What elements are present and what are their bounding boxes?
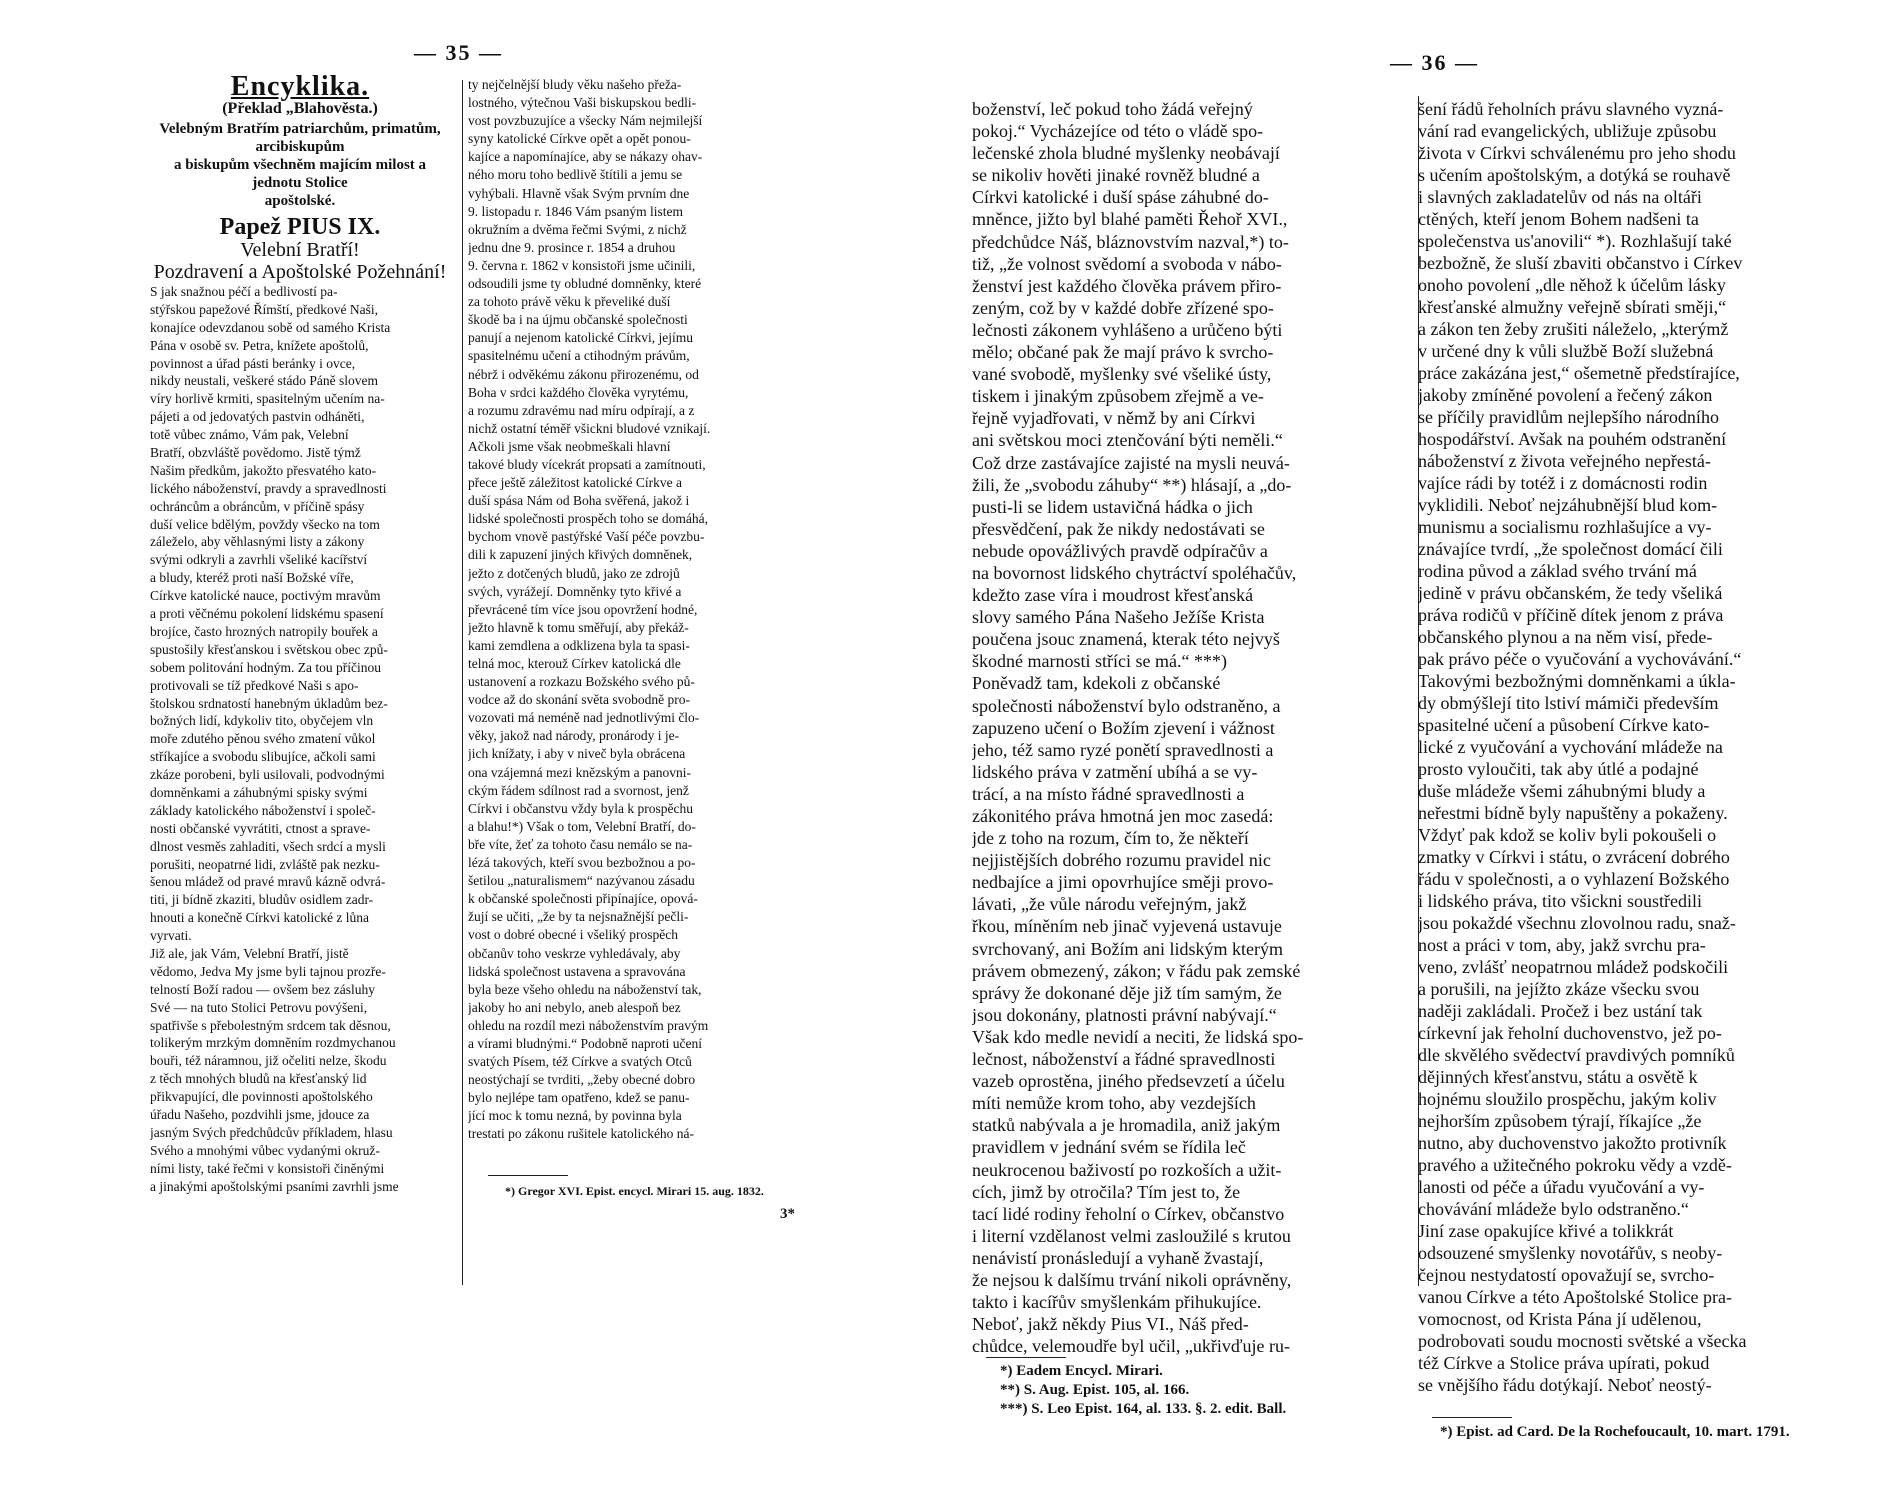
- text-line: poučena jsouc znamená, kterak této nejvyš: [972, 629, 1280, 650]
- text-line: jsou pokaždé všechnu zlovolnou radu, snaž-: [1418, 913, 1736, 933]
- text-line: kami zemdlena a odklizena byla ta spasi-: [468, 637, 690, 653]
- text-line: s učením apoštolským, a dotýká se rouhavě: [1418, 165, 1731, 185]
- text-line: nichž ostatní téměř všickni bludové vznikají.: [468, 420, 711, 436]
- text-line: lézá takových, kteří svou bezbožnou a po-: [468, 855, 696, 871]
- text-line: vodce až do skonání světa svobodně pro-: [468, 692, 690, 708]
- text-line: duší velice bdělým, povždy všecko na tom: [150, 516, 380, 532]
- text-line: vost o dobré obecné i všeliký prospěch: [468, 927, 678, 943]
- text-line: trácí, a na místo řádné spravedlnosti a: [972, 783, 1245, 804]
- text-line: slovy samého Pána Našeho Ježíše Krista: [972, 607, 1265, 628]
- sheet-signature: 3*: [780, 1206, 795, 1222]
- text-line: jde z toho na rozum, čím to, že někteří: [972, 828, 1249, 849]
- text-line: správy že dokonané děje již tím samým, že: [972, 982, 1282, 1003]
- text-line: jící moc k tomu nezná, by povinna byla: [468, 1108, 682, 1124]
- text-line: a blahu!*) Však o tom, Velební Bratří, do-: [468, 818, 696, 834]
- text-line: duší spása Nám od Boha svěřená, jakož i: [468, 493, 690, 509]
- text-line: nenávistí pronásledují a vyhaně žvastají,: [972, 1247, 1264, 1268]
- text-line: pusti-li se lidem ustavičná hádka o jich: [972, 496, 1253, 517]
- text-line: 9. června r. 1862 v konsistoři jsme učinili,: [468, 257, 696, 273]
- text-line: záleželo, aby věhlasnými listy a zákony: [150, 534, 365, 550]
- text-line: občanského plynou a na něm visí, přede-: [1418, 627, 1713, 647]
- text-line: ními listy, také řečmi v konsistoři činěnými: [150, 1160, 385, 1176]
- text-line: okružním a dvěma řečmi Svými, z nichž: [468, 221, 687, 237]
- text-line: i slavných zakladatelův od nás na oltáři: [1418, 187, 1702, 207]
- text-line: rodina původ a základ svého trvání má: [1418, 561, 1697, 581]
- text-line: totě vůbec známo, Vám pak, Velební: [150, 427, 349, 443]
- text-line: svrchovaný, ani Božím ani lidským kterým: [972, 938, 1283, 959]
- text-line: porušiti, neopatrné lidi, zvláště pak nezku-: [150, 856, 380, 872]
- text-line: spasitelné učení a působení Církve kato-: [1418, 715, 1710, 735]
- text-line: pájeti a od jedovatých pastvin odháněti,: [150, 409, 365, 425]
- footnote-rule: [1432, 1417, 1512, 1418]
- text-line: jich knížaty, i aby v niveč byla obrácena: [468, 746, 686, 762]
- text-line: brojíce, často hrozných natropily bouřek a: [150, 623, 378, 639]
- text-line: moře zdutého pěnou svého zmatení vůkol: [150, 731, 376, 747]
- text-line: statků nabývala a je hromadila, aniž jakým: [972, 1115, 1281, 1136]
- text-line: ochráncům a obráncům, v příčině spásy: [150, 498, 365, 514]
- text-line: právem obmezený, zákon; v řádu pak zemské: [972, 960, 1301, 981]
- text-line: práce zakázána jest,“ ošemetně předstírajíce,: [1418, 363, 1740, 383]
- page-number-left: — 35 —: [414, 40, 503, 65]
- column-2: [468, 76, 768, 1144]
- text-line: panují a nejenom katolické Církvi, jejímu: [468, 330, 693, 346]
- text-line: vyrvati.: [150, 928, 192, 944]
- text-line: se příčily pravidlům nejlepšího národního: [1418, 407, 1719, 427]
- text-line: žují se učiti, „že by ta nejsnažnější pečli-: [468, 909, 689, 925]
- text-line: lického náboženství, pravdy a spravedlnosti: [150, 480, 387, 496]
- text-line: se vnějšího řádu dotýkají. Neboť neostý-: [1418, 1375, 1712, 1395]
- text-line: Neboť, jakž někdy Pius VI., Náš před-: [972, 1314, 1249, 1335]
- text-line: za tohoto právě věku k převeliké duší: [468, 294, 671, 310]
- text-line: nosti občanské vyvrátiti, ctnost a sprave-: [150, 820, 371, 836]
- text-line: titi, ji bídně zkaziti, bludův osidlem zadr-: [150, 892, 374, 908]
- column-4-body: [1418, 98, 1838, 1396]
- text-line: lečenské zhola bludné myšlenky neobávají: [972, 143, 1280, 164]
- text-line: bouři, též náramnou, již očeliti nelze, škodu: [150, 1053, 387, 1069]
- text-line: a proti věčnému pokolení lidskému spasení: [150, 606, 384, 622]
- text-line: a rozumu zdravému nad míru odpírají, a z: [468, 402, 695, 418]
- text-line: se nikoliv hověti jinaké rovněž bludné a: [972, 165, 1260, 186]
- text-line: Však kdo medle nevidí a neciti, že lidská spo-: [972, 1026, 1304, 1047]
- text-line: ckým řádem sdílnost rad a svornost, jenž: [468, 782, 689, 798]
- text-line: Již ale, jak Vám, Velební Bratří, jistě: [150, 945, 349, 961]
- text-line: chůdce, velemoudře byl učil, „ukřivďuje ru-: [972, 1336, 1291, 1357]
- text-line: takto i kacířův smyšlenkám přihukujíce.: [972, 1292, 1262, 1313]
- text-line: ného moru toho bedlivě štítili a jemu se: [468, 167, 683, 183]
- text-line: odsouzené smyšlenky novotářův, s neoby-: [1418, 1243, 1723, 1263]
- text-line: církevní jak řeholní duchovenstvo, jež po-: [1418, 1023, 1722, 1043]
- text-line: neřestmi bídně byly napuštěny a pokaženy.: [1418, 803, 1728, 823]
- text-line: lečnosti zákonem vyhlášeno a urůčeno býti: [972, 319, 1283, 340]
- footnote: **) S. Aug. Epist. 105, al. 166.: [1000, 1382, 1190, 1398]
- text-line: a bludy, kteréž proti naší Božské víře,: [150, 570, 354, 586]
- text-line: hospodářství. Avšak na pouhém odstranění: [1418, 429, 1727, 449]
- text-line: nejhorším způsobem týrají, říkajíce „že: [1418, 1111, 1702, 1131]
- text-line: též Církve a Stolice práva upírati, pokud: [1418, 1353, 1710, 1373]
- text-line: dle skvělého svědectví pravdivých pomníků: [1418, 1045, 1735, 1065]
- text-line: dlnost vesměs zahladiti, všech srdcí a mysli: [150, 838, 386, 854]
- text-line: v určené dny k vůli službě Boží služebná: [1418, 341, 1714, 361]
- text-line: bychom vnově pastýřské Vaší péče povzbu-: [468, 529, 705, 545]
- text-line: Což drze zastávajíce zajisté na mysli neuvá-: [972, 452, 1290, 473]
- text-line: jednu dne 9. prosince r. 1854 a druhou: [468, 239, 676, 255]
- text-line: čejnou nestydatostí opovažují se, svrcho-: [1418, 1265, 1715, 1285]
- text-line: žili, že „svobodu záhuby“ **) hlásají, a „do-: [972, 474, 1292, 495]
- text-line: vanou Církve a této Apoštolské Stolice pra-: [1418, 1287, 1732, 1307]
- greeting-blessing: Pozdravení a Apoštolské Požehnání!: [153, 260, 447, 283]
- dedication: [150, 120, 450, 210]
- text-line: škodné marnosti stříci se má.“ ***): [972, 651, 1227, 672]
- text-line: vozovati má neméně nad jednotlivými člo-: [468, 710, 700, 726]
- text-line: kajíce a napomínajíce, aby se nákazy ohav-: [468, 149, 703, 165]
- text-line: Církvi katolické i duší spáse záhubné do-: [972, 187, 1269, 208]
- text-line: lidského práva v zatmění ubíhá a se vy-: [972, 761, 1258, 782]
- text-line: spustošily křesťanskou i světskou obec způ-: [150, 641, 388, 657]
- text-line: dy obmýšlejí tito lstiví mámiči především: [1418, 693, 1719, 713]
- column-3-body: [972, 98, 1392, 1357]
- text-line: pravého a užitečného pokroku vědy a vzdě-: [1418, 1155, 1732, 1175]
- text-line: pokoj.“ Vycházejíce od této o vládě spo-: [972, 121, 1264, 142]
- text-line: řkou, míněním neb jinač vyjevená ustavuje: [972, 916, 1282, 937]
- encyclical-title: Encyklika.: [230, 71, 370, 102]
- text-line: převrácené tím více jsou opovržení hodné,: [468, 601, 698, 617]
- footnote-rule: [488, 1175, 568, 1176]
- text-line: přece ještě záležitost katolické Církve a: [468, 475, 683, 491]
- pope-name: Papež PIUS IX.: [219, 214, 381, 241]
- text-line: nebude opovážlivých pravdě odpíračův a: [972, 540, 1268, 561]
- text-line: a porušili, na jejížto zkáze všecku svou: [1418, 979, 1700, 999]
- text-line: řejně vyjadřovati, v němž by ani Církvi: [972, 408, 1256, 429]
- text-line: ježto hlavně k tomu směřují, aby překáž-: [468, 619, 689, 635]
- text-line: spatřivše s přebolestným srdcem tak děsnou,: [150, 1017, 391, 1033]
- text-line: stýřskou papežové Římští, předkové Naši,: [150, 301, 378, 317]
- text-line: hojnému sloužilo prospěchu, jakým koliv: [1418, 1089, 1717, 1109]
- text-line: víry horlivě krmiti, spasitelným učením na-: [150, 391, 385, 407]
- footnote: *) Gregor XVI. Epist. encycl. Mirari 15. aug. 1832.: [505, 1184, 764, 1198]
- text-line: lické z vyučování a vychování mládeže na: [1418, 737, 1723, 757]
- text-line: bylo nejlépe tam opatřeno, kdež se panu-: [468, 1090, 690, 1106]
- text-line: na bovornost lidského chytráctví spoléhačův,: [972, 562, 1297, 583]
- text-line: nutno, aby duchovenstvo jakožto protivník: [1418, 1133, 1727, 1153]
- text-line: Poněvadž tam, kdekoli z občanské: [972, 673, 1221, 694]
- text-line: společnosti náboženství bylo odstraněno, a: [972, 695, 1281, 716]
- text-line: předchůdce Náš, bláznovstvím nazval,*) to-: [972, 231, 1289, 252]
- text-line: Našim předkům, jakožto přesvatého kato-: [150, 462, 377, 478]
- text-line: z těch mnohých bludů na křesťanský lid: [150, 1071, 367, 1087]
- text-line: vazeb oprostěna, jiného předsevzetí a účelu: [972, 1071, 1285, 1092]
- column-4: [1418, 98, 1838, 1396]
- text-line: míti nemůže krom toho, aby vezdejších: [972, 1093, 1256, 1114]
- text-line: jedině v právu občanském, že tedy všeliká: [1418, 583, 1723, 603]
- text-line: cích, jimž by otročila? Tím jest to, že: [972, 1181, 1241, 1202]
- text-line: Pána v osobě sv. Petra, knížete apoštolů,: [150, 337, 369, 353]
- text-line: munismu a socialismu rozhlašujíce a vy-: [1418, 517, 1712, 537]
- text-line: pak právo péče o vyučování a vychovávání.“: [1418, 649, 1742, 669]
- column-3: [972, 98, 1392, 1357]
- text-line: řádu v společnosti, a o vyhlazení Božského: [1418, 869, 1730, 889]
- text-line: vyklidili. Neboť nejzáhubnější blud kom-: [1418, 495, 1718, 515]
- text-line: zmatky v Církvi i státu, o zvrácení dobrého: [1418, 847, 1730, 867]
- text-line: štolskou srdnatostí hanebným úkladům bez-: [150, 695, 388, 711]
- dedication-line: Velebným Bratřím patriarchům, primatům, arcibiskupům: [159, 121, 441, 156]
- text-line: podrobovati soudu mocnosti světské a všecka: [1418, 1331, 1747, 1351]
- text-line: škodě ba i na újmu občanské společnosti: [468, 312, 688, 328]
- text-line: Církvi i občanstvu vždy byla k prospěchu: [468, 800, 693, 816]
- text-line: Boha v srdci každého člověka vyrytému,: [468, 384, 689, 400]
- text-line: lidská společnost ustavena a spravována: [468, 963, 686, 979]
- text-line: neukrocenou baživostí po rozkoších a užit-: [972, 1159, 1282, 1180]
- text-line: sobem politování hodným. Za tou příčinou: [150, 659, 381, 675]
- text-line: telností Boží radou — ovšem bez zásluhy: [150, 981, 375, 997]
- text-line: a vírami bludnými.“ Podobně naproti učení: [468, 1035, 702, 1051]
- text-line: nikdy neustali, veškeré stádo Páně slovem: [150, 373, 378, 389]
- text-line: věky, jakož nad národy, pronárody i je-: [468, 728, 680, 744]
- encyclical-subtitle: (Překlad „Blahověsta.): [222, 100, 378, 118]
- text-line: znávajíce tvrdí, „že společnost domácí čili: [1418, 539, 1723, 559]
- text-line: občanův toho veskrze vyhledávaly, aby: [468, 945, 681, 961]
- column-divider: [462, 80, 463, 1285]
- text-line: takové bludy vícekrát propsati a zamítnouti,: [468, 456, 706, 472]
- text-line: vomocnost, od Krista Pána jí udělenou,: [1418, 1309, 1702, 1329]
- text-line: svých, vyrážejí. Domněnky tyto křivé a: [468, 583, 682, 599]
- dedication-line: apoštolské.: [264, 193, 336, 210]
- text-line: nébrž i odvěkému zákonu přirozenému, od: [468, 366, 699, 382]
- text-line: ani světskou moci ztenčování býti neměli.“: [972, 430, 1283, 451]
- text-line: úřadu Našeho, pozdvihli jsme, jdouce za: [150, 1106, 370, 1122]
- footnote: *) Epist. ad Card. De la Rochefoucault, 10. mart. 1791.: [1440, 1424, 1790, 1440]
- text-line: jeho, též samo ryzé ponětí spravedlnosti a: [972, 739, 1274, 760]
- footnote-rule: [986, 1357, 1066, 1358]
- text-line: Vždyť pak kdož se koliv byli pokoušeli o: [1418, 825, 1717, 845]
- text-line: lostného, výtečnou Vaši biskupskou bedli-: [468, 95, 697, 111]
- text-line: dějinných křesťanstvu, státu a osvětě k: [1418, 1067, 1698, 1087]
- text-line: ona vzájemná mezi knězským a panovni-: [468, 764, 692, 780]
- text-line: Svého a mnohými vůbec vydanými okruž-: [150, 1142, 380, 1158]
- text-line: byla beze všeho ohledu na náboženství tak,: [468, 981, 702, 997]
- text-line: Své — na tuto Stolici Petrovu povýšeni,: [150, 999, 368, 1015]
- text-line: duše mládeže všemi záhubnými bludy a: [1418, 781, 1706, 801]
- text-line: vědomo, Jedva My jsme byli tajnou prozře-: [150, 963, 386, 979]
- text-line: šení řádů řeholních právu slavného vyzná-: [1418, 99, 1724, 119]
- text-line: prosto vyloučiti, tak aby útlé a podajné: [1418, 759, 1699, 779]
- text-line: nedbajíce a jimi opovrhujíce směji provo-: [972, 872, 1274, 893]
- text-line: Takovými bezbožnými domněnkami a úkla-: [1418, 671, 1736, 691]
- text-line: ženství jest každého člověka právem přiro-: [972, 275, 1282, 296]
- text-line: povinnost a úřad pásti beránky i ovce,: [150, 355, 356, 371]
- text-line: šetilou „naturalismem“ nazývanou zásadu: [468, 873, 695, 889]
- text-line: života v Církvi schválenému pro jeho shodu: [1418, 143, 1736, 163]
- text-line: dili k zapuzení jiných křivých domněnek,: [468, 547, 693, 563]
- text-line: přesvědčení, pak že nikdy nedostávati se: [972, 518, 1265, 539]
- text-line: vané svobodě, myšlenky své všeliké ústy,: [972, 364, 1272, 385]
- text-line: vost povzbuzujíce a všecky Nám nejmilejší: [468, 113, 703, 129]
- text-line: Ačkoli jsme však neobmeškali hlavní: [468, 438, 671, 454]
- text-line: odsoudili jsme ty obludné domněnky, které: [468, 276, 702, 292]
- text-line: jsou dokonány, platnosti právní nabývají.“: [972, 1004, 1277, 1025]
- text-line: domněnkami a záhubnými spisky svými: [150, 784, 368, 800]
- text-line: protivovali se tíž předkové Naši s apo-: [150, 677, 359, 693]
- column-1: [150, 71, 450, 1195]
- text-line: ohledu na rozdíl mezi náboženstvím pravým: [468, 1017, 709, 1033]
- text-line: mělo; občané pak že mají právo k svrcho-: [972, 342, 1274, 363]
- text-line: a jinakými apoštolskými psaními zavrhli jsme: [150, 1178, 399, 1194]
- text-line: 9. listopadu r. 1846 Vám psaným listem: [468, 203, 683, 219]
- text-line: trestati po zákonu rušitele katolického ná-: [468, 1126, 695, 1142]
- column-2-body: [468, 76, 768, 1144]
- text-line: jasným Svých předchůdcův příkladem, hlasu: [150, 1124, 393, 1140]
- text-line: i literní vzdělanost velmi zasloužilé s krutou: [972, 1225, 1291, 1246]
- text-line: zeným, což by v každé dobře zřízené spo-: [972, 297, 1274, 318]
- text-line: vyhýbali. Hlavně však Svým prvním dne: [468, 185, 690, 201]
- text-line: zákonitého práva hmotná jen moc zasedá:: [972, 806, 1274, 826]
- text-line: Jiní zase opakujíce křivé a tolikkrát: [1418, 1221, 1674, 1241]
- text-line: ježto z dotčených bludů, jako ze zdrojů: [468, 565, 680, 581]
- text-line: k občanské společnosti připínajíce, opová-: [468, 891, 698, 907]
- text-line: zkáze porobeni, byli usilovali, podvodnými: [150, 767, 385, 783]
- text-line: ustanovení a rozkazu Božského svého pů-: [468, 674, 695, 690]
- text-line: Církve katolické nauce, poctivým mravům: [150, 588, 381, 604]
- text-line: bře víte, žeť za tohoto času nemálo se na-: [468, 836, 693, 852]
- text-line: kdežto zase víra i moudrost křesťanská: [972, 585, 1254, 606]
- text-line: veno, zvlášť neopatrnou mládež podskočili: [1418, 957, 1729, 977]
- text-line: syny katolické Církve opět a opět ponou-: [468, 131, 691, 147]
- text-line: lávati, „že vůle národu veřejným, jakž: [972, 894, 1247, 915]
- text-line: svými odkryli a zavrhli všeliké kacířství: [150, 552, 368, 568]
- text-line: stříkajíce a svobodu slibujíce, ačkoli sami: [150, 749, 376, 765]
- text-line: práva rodičů v příčině dítek jenom z práva: [1418, 605, 1724, 625]
- text-line: vání rad evangelických, ubližuje způsobu: [1418, 121, 1717, 141]
- text-line: naději zakládali. Pročež i bez ustání tak: [1418, 1001, 1703, 1021]
- text-line: telná moc, kterouž Církev katolická dle: [468, 656, 681, 671]
- text-line: pravidlem v jednání svém se řídila leč: [972, 1137, 1246, 1158]
- text-line: onoho povolení „dle něhož k účelům lásky: [1418, 275, 1726, 295]
- text-line: že nejsou k dalšímu trvání nikoli oprávněny,: [972, 1269, 1292, 1290]
- dedication-line: a biskupům všechněm majícím milost a jednotu Stolice: [173, 157, 427, 192]
- text-line: tiskem i jinakým způsobem zřejmě a ve-: [972, 386, 1264, 407]
- text-line: jakoby zmíněné povolení a řečený zákon: [1418, 385, 1713, 405]
- text-line: tiž, „že volnost svědomí a svoboda v nábo-: [972, 253, 1282, 274]
- text-line: konajíce odevzdanou sobě od samého Krista: [150, 319, 391, 335]
- text-line: i lidského práva, tito všickni soustředili: [1418, 891, 1702, 911]
- text-line: chovávání mládeže bylo odstraněno.“: [1418, 1199, 1689, 1219]
- text-line: a zákon ten žeby zrušiti náleželo, „kterýmž: [1418, 319, 1729, 339]
- text-line: hnouti a konečně Církvi katolické z lůna: [150, 910, 369, 926]
- text-line: božných lidí, kdykoliv tito, obyčejem vln: [150, 713, 374, 729]
- text-line: vajíce rádi by totéž i z domácnosti rodin: [1418, 473, 1708, 493]
- text-line: nejjistějších dobrého rozumu pravidel nic: [972, 850, 1271, 871]
- text-line: lidské společnosti prospěch toho se domáhá,: [468, 511, 708, 527]
- text-line: spasitelnému učení a ctihodným právům,: [468, 348, 690, 364]
- text-line: svatých Písem, též Církve a svatých Otců: [468, 1054, 692, 1070]
- text-line: křesťanské almužny veřejně sbírati směji,“: [1418, 297, 1727, 317]
- text-line: bezbožně, že sluší zbaviti občanstvo i Církev: [1418, 253, 1743, 273]
- page-number-right: — 36 —: [1390, 50, 1479, 75]
- text-line: základy katolického náboženství i společ-: [150, 802, 376, 818]
- text-line: společenstva us'anovili“ *). Rozhlašují také: [1418, 231, 1732, 251]
- text-line: tací lidé rodiny řeholní o Církev, občanstvo: [972, 1203, 1285, 1224]
- text-line: tolikerým mrzkým domněním rozdmychanou: [150, 1035, 396, 1051]
- text-line: mněnce, jižto byl blahé paměti Řehoř XVI.,: [972, 209, 1288, 230]
- footnote: ***) S. Leo Epist. 164, al. 133. §. 2. edit. Ball.: [1000, 1401, 1287, 1417]
- text-line: náboženství z života veřejného nepřestá-: [1418, 451, 1711, 471]
- text-line: ty nejčelnější bludy věku našeho přeža-: [468, 77, 682, 92]
- text-line: jakoby ho ani nebylo, aneb alespoň bez: [468, 999, 681, 1015]
- text-line: přikvapující, dle povinnosti apoštolského: [150, 1089, 373, 1105]
- text-line: Bratří, obzvláště povědomo. Jistě týmž: [150, 445, 361, 461]
- text-line: šenou mládež od pravé mravů kázně odvrá-: [150, 874, 386, 890]
- greeting: Velební Bratří!: [240, 238, 360, 261]
- text-line: neostýchají se tvrditi, „žeby obecné dobro: [468, 1072, 696, 1088]
- text-line: nost a práci v tom, aby, jakž svrchu pra-: [1418, 935, 1706, 955]
- text-line: boženství, leč pokud toho žádá veřejný: [972, 99, 1253, 119]
- text-line: lečnost, náboženství a řádné spravedlnosti: [972, 1049, 1276, 1070]
- text-line: ctěných, kteří jenom Bohem nadšeni ta: [1418, 209, 1699, 229]
- text-line: lanosti od péče a úřadu vyučování a vy-: [1418, 1177, 1705, 1197]
- text-line: zapuzeno učení o Božím zjevení i vážnost: [972, 717, 1275, 738]
- text-line: S jak snažnou péčí a bedlivostí pa-: [150, 284, 338, 300]
- footnote: *) Eadem Encycl. Mirari.: [1000, 1363, 1163, 1379]
- column-1-body: [150, 283, 450, 1195]
